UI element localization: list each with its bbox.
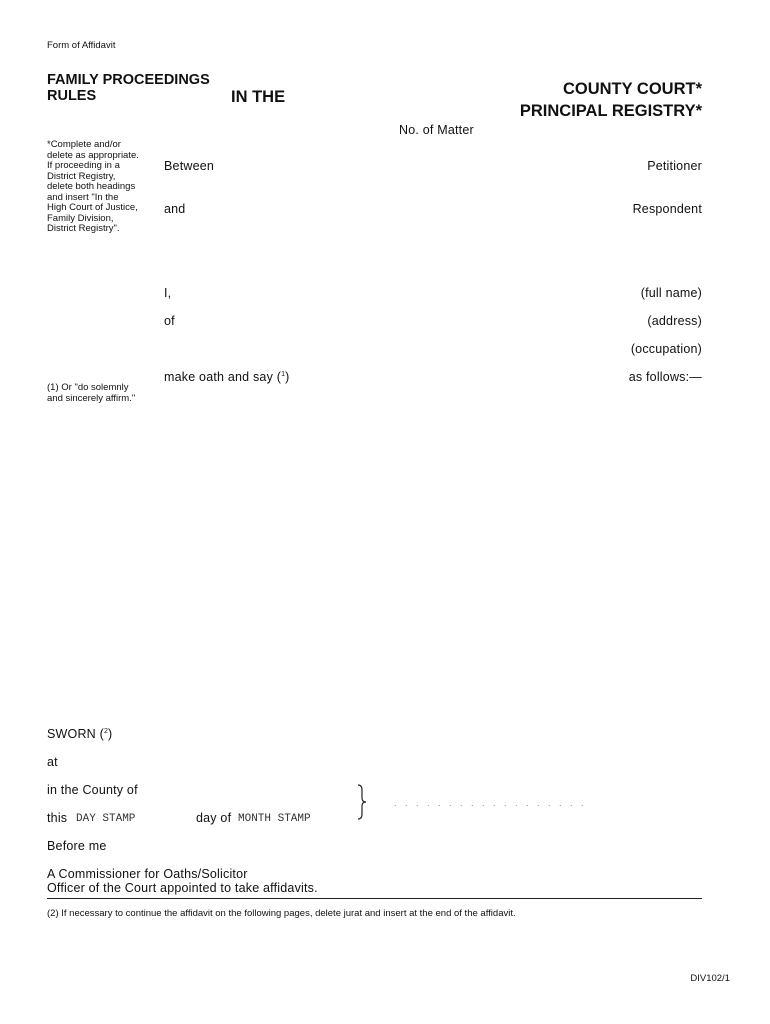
commissioner-line1: A Commissioner for Oaths/Solicitor	[47, 867, 248, 881]
form-code: DIV102/1	[690, 973, 730, 984]
curly-brace-icon	[356, 784, 368, 825]
deponent-i-label: I,	[164, 286, 172, 300]
and-label: and	[164, 202, 186, 216]
form-title: Form of Affidavit	[47, 40, 116, 51]
occupation-label: (occupation)	[630, 342, 702, 356]
sworn-footnote-ref: 2	[103, 727, 109, 735]
sworn-label	[47, 727, 112, 741]
month-stamp-text: MONTH STAMP	[238, 813, 311, 825]
side-note-affirm: (1) Or "do solemnly and sincerely affirm."	[47, 382, 136, 404]
day-stamp: DAY STAMP	[76, 813, 136, 825]
make-oath-footnote-ref: 1	[281, 370, 286, 378]
before-me-label: Before me	[47, 839, 107, 853]
commissioner-text	[47, 867, 318, 895]
make-oath-close: )	[285, 370, 290, 384]
sworn-close: )	[108, 727, 113, 741]
rules-heading	[47, 72, 210, 104]
rules-heading-line2: RULES	[47, 88, 97, 104]
county-label: in the County of	[47, 783, 138, 797]
month-stamp	[238, 813, 311, 825]
of-label: of	[164, 314, 175, 328]
petitioner-label: Petitioner	[647, 159, 702, 173]
between-label: Between	[164, 159, 215, 173]
footnote-divider	[47, 898, 702, 899]
side-note-complete-delete: *Complete and/or delete as appropriate. If proceeding in a District Registry, delete both headings and insert "In the High Court of Justice, Family Division, District Registry".	[47, 139, 139, 234]
address-label: (address)	[647, 314, 702, 328]
make-oath-text: make oath and say (	[164, 370, 282, 384]
court-heading	[520, 78, 702, 122]
matter-number-label: No. of Matter	[399, 123, 474, 137]
this-label: this	[47, 811, 68, 825]
commissioner-line2: Officer of the Court appointed to take affidavits.	[47, 881, 318, 895]
at-label: at	[47, 755, 58, 769]
as-follows-label: as follows:—	[628, 370, 702, 384]
signature-dots: . . . . . . . . . . . . . . . . . .	[394, 798, 587, 808]
day-of-label: day of	[196, 811, 232, 825]
rules-heading-line1: FAMILY PROCEEDINGS	[47, 72, 210, 88]
court-heading-line2: PRINCIPAL REGISTRY*	[519, 102, 702, 120]
court-heading-line1: COUNTY COURT*	[562, 80, 702, 98]
footnote-text: (2) If necessary to continue the affidavit on the following pages, delete jurat and insert at the end of the affidavit.	[47, 908, 516, 919]
sworn-text: SWORN (	[47, 727, 104, 741]
respondent-label: Respondent	[632, 202, 702, 216]
full-name-label: (full name)	[640, 286, 702, 300]
in-the-heading: IN THE	[231, 88, 286, 106]
make-oath-label	[164, 370, 290, 384]
